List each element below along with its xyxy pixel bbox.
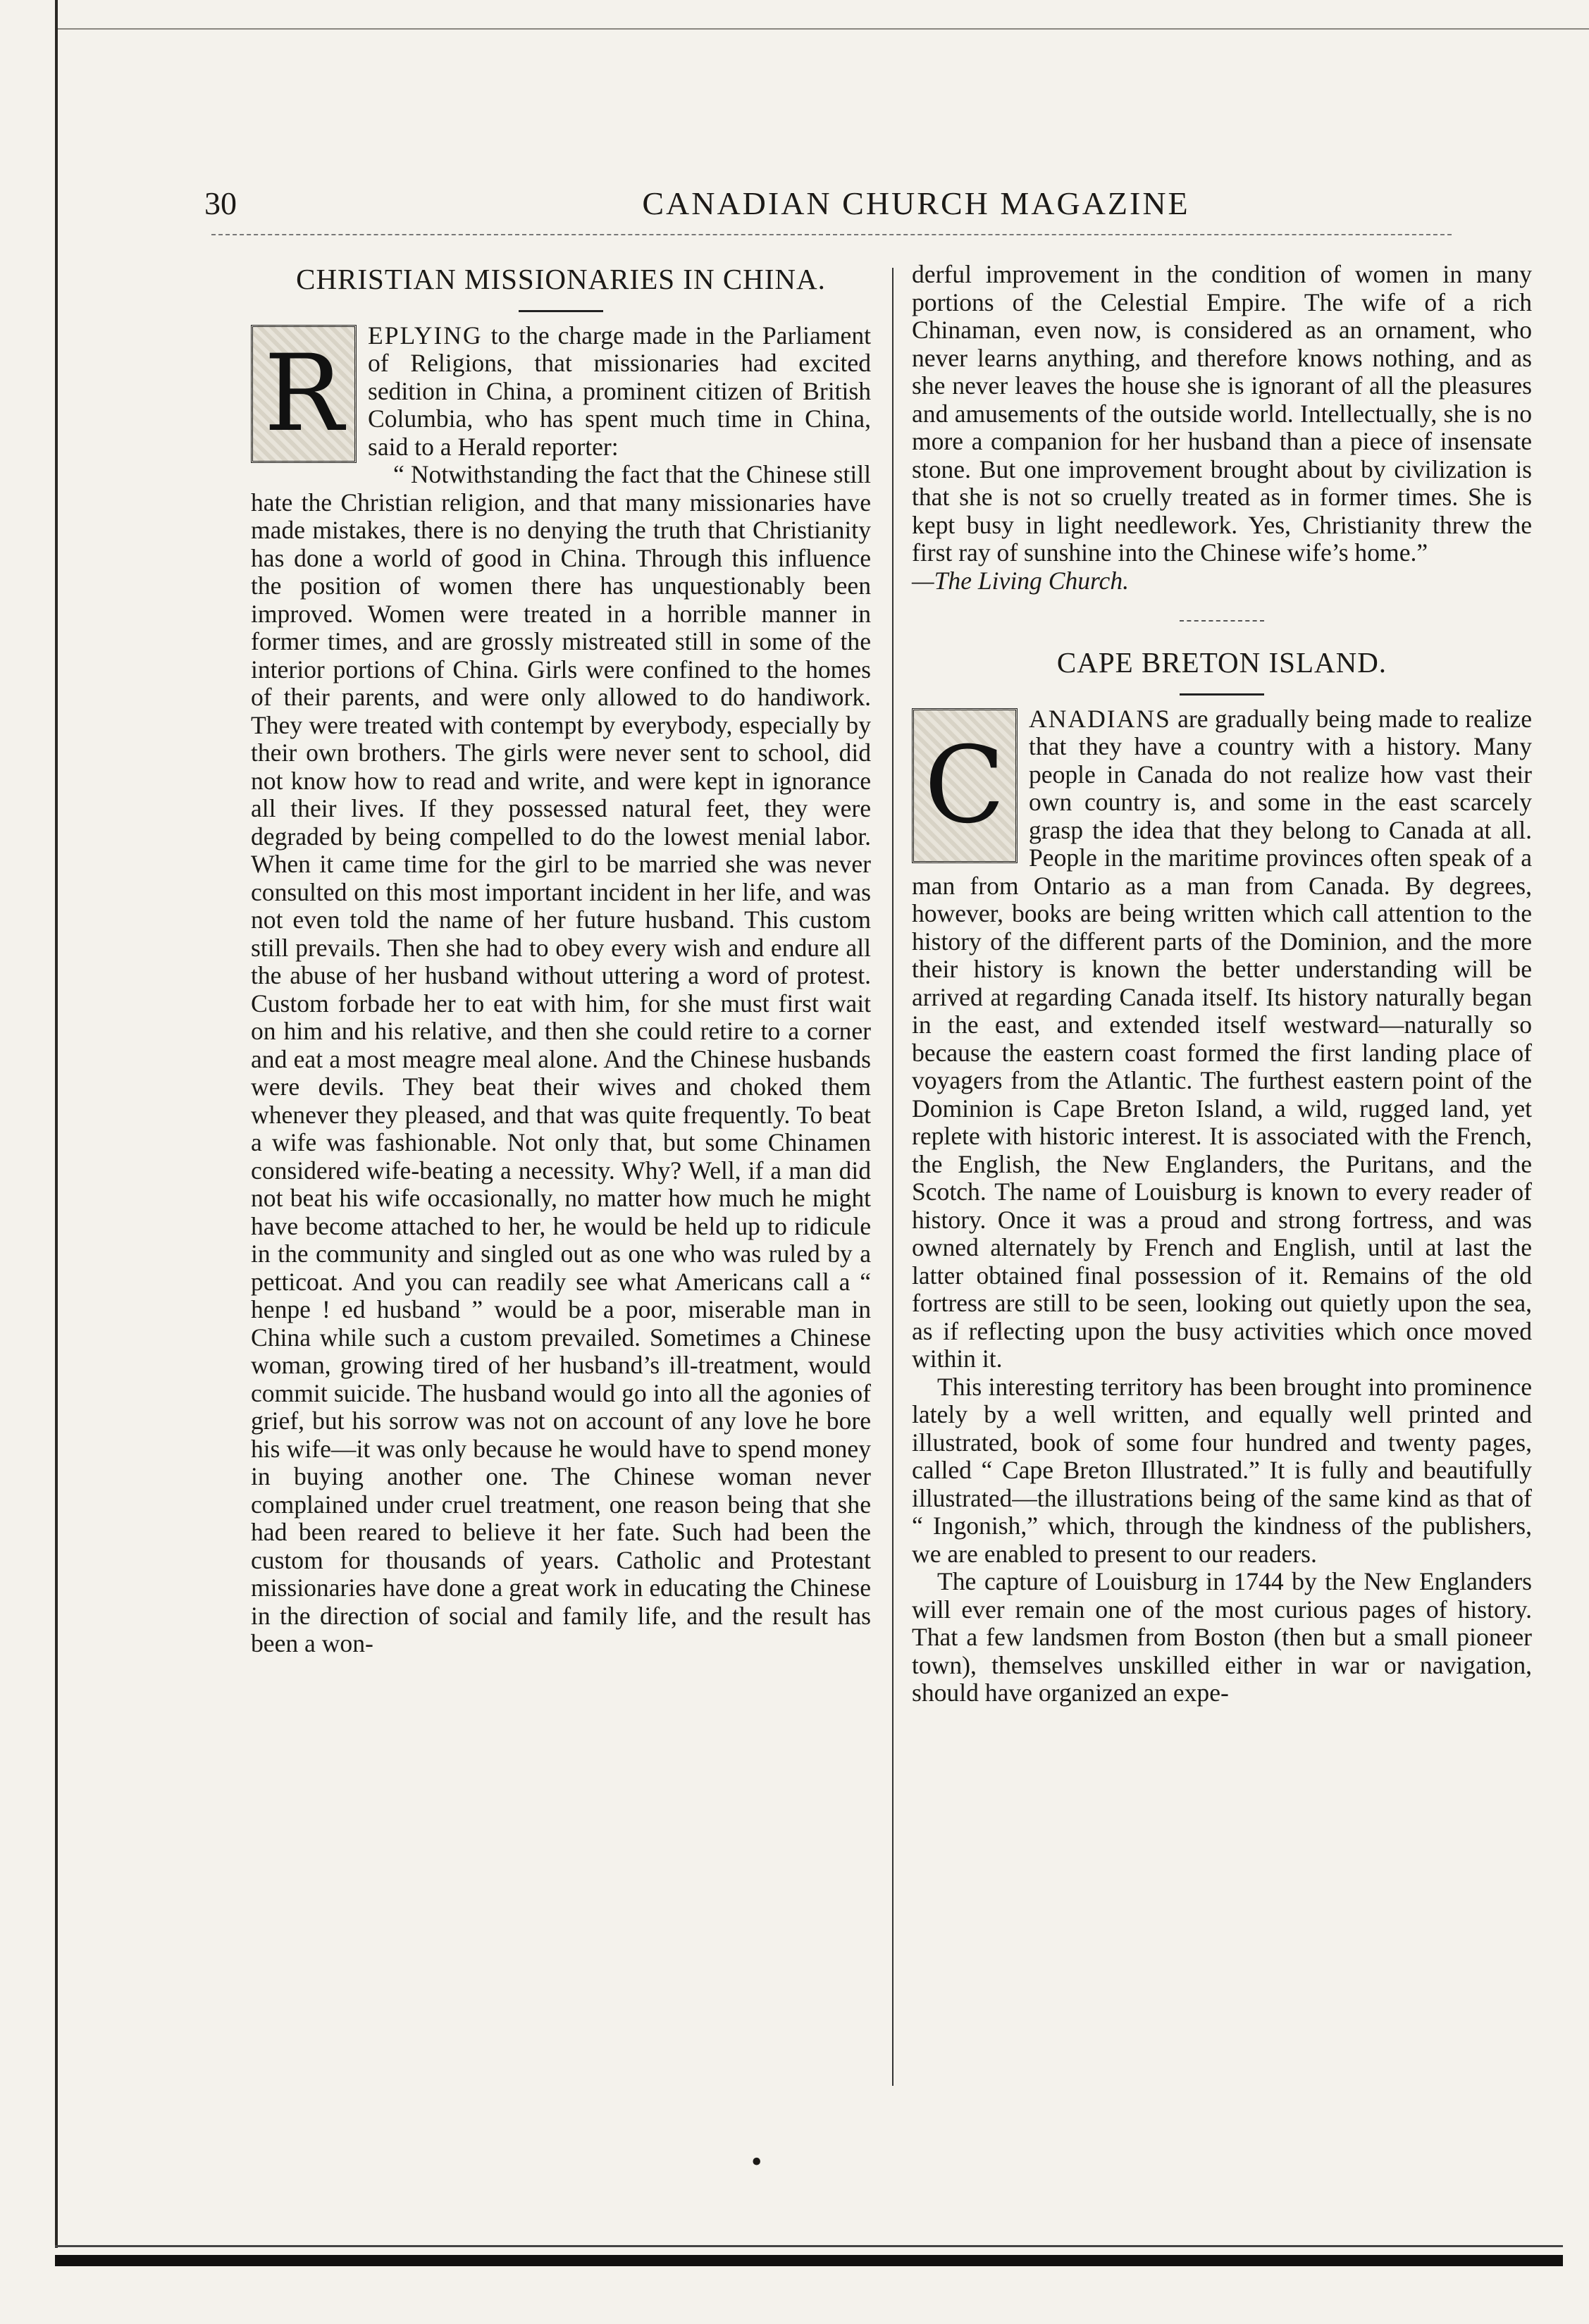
header-rule (211, 234, 1452, 235)
drop-cap-ornament (912, 708, 1018, 863)
drop-cap-letter: C (924, 724, 1006, 847)
title-rule (1180, 693, 1264, 696)
footer-rule (55, 2255, 1563, 2266)
footer-mark: • (751, 2144, 762, 2179)
article-title-cape-breton: CAPE BRETON ISLAND. (1056, 646, 1387, 679)
article-body-paragraph: “ Notwithstanding the fact that the Chinese still hate the Christian religion, and that many missionaries have made mistakes, there is no denying the truth that Christianity has done a world of good in China. Through this influence the position of women there has unquestionably been improved. Women were treated in a horrible manner in former times, and are grossly mistreated still in some of the interior portions of China. Girls were confined to the homes of their parents, and were only allowed to do handiwork. They were treated with contempt by everybody, especially by their own brothers. The girls were never sent to school, did not know how to read and write, and were kept in ignorance all their lives. If they possessed natural feet, they were degraded by being compelled to do the lowest menial labor. When it came time for the girl to be married she was never consulted on this most important incident in her life, and was not even told the name of her future husband. This custom still prevails. Then she had to obey every wish and endure all the abuse of her husband without uttering a word of protest. Custom forbade her to eat with him, for she must first wait on him and his relative, and then she could retire to a corner and eat a most meagre meal alone. And the Chinese husbands were devils. They beat their wives and choked them whenever they pleased, and that was quite frequently. To beat a wife was fashionable. Not only that, but some Chinamen considered wife-beating a necessity. Why? Well, if a man did not beat his wife occasionally, no matter how much he might have become attached to her, he would be held up to ridicule in the community and singled out as one who was ruled by a petticoat. And you can readily see what Americans call a “ henpe ! ed husband ” would be a poor, miserable man in China while such a custom prevailed. Sometimes a Chinese woman, growing tired of her husband’s ill-treatment, would commit suicide. The husband would go into all the agonies of grief, but his sorrow was not on account of any love he bore his wife—it was only because he would have to spend money in buying another one. The Chinese woman never complained under cruel treatment, one reason being that she had been reared to believe it her fate. Such had been the custom for thousands of years. Catholic and Protestant missionaries have done a great work in educating the Chinese in the direction of social and family life, and the result has been a won- (251, 460, 871, 1657)
intro-text: to the charge made in the Parliament of Religions, that missionaries had excited sedition in China, a prominent citizen of British Columbia, who has spent much time in China, said to a Herald reporter: (368, 321, 871, 461)
right-column (912, 261, 1532, 1707)
lead-caps: ANADIANS (1029, 704, 1171, 733)
column-divider (892, 268, 894, 2086)
article-continuation: derful improvement in the condition of women in many portions of the Celestial Empire. The wife of a rich Chinaman, even now, is considered as an ornament, who never learns anything, and therefore knows nothing, and as she never leaves the house she is ignorant of all the pleasures and amusements of the outside world. Intellectually, she is no more a companion for her husband than a piece of insensate stone. But one improvement brought about by civilization is that she is not so cruelly treated as in former times. She is kept busy in light needlework. Yes, Christianity threw the first ray of sunshine into the Chinese wife’s home.” (912, 260, 1532, 567)
article-paragraph: The capture of Louisburg in 1744 by the New Englanders will ever remain one of the most curious pages of history. That a few landsmen from Boston (then but a small pioneer town), themselves unskilled either in war or navigation, should have organized an expe- (912, 1567, 1532, 1707)
left-column (251, 261, 871, 1658)
page-number: 30 (204, 185, 237, 221)
intro-text: are gradually being made to realize that they have a country with a history. Many people in Canada do not realize how vast their own country is, and some in the east scarcely grasp the idea that they belong to Canada at all. People in the maritime provinces often speak of a man from Ontario as a man from Canada. By degrees, however, books are being written which call attention to the history of the different parts of the Dominion, and the more their history is known the better understanding will be arrived at regarding Canada itself. Its history naturally began in the east, and extended itself westward—naturally so because the eastern coast formed the first landing place of voyagers from the Atlantic. The furthest eastern point of the Dominion is Cape Breton Island, a wild, rugged land, yet replete with historic interest. It is associated with the French, the English, the New Englanders, the Puritans, and the Scotch. The name of Louisburg is known to every reader of history. Once it was a proud and strong fortress, and was owned alternately by French and English, until at last the latter obtained final possession of it. Remains of the old fortress are still to be seen, looking out quietly upon the sea, as if reflecting upon the busy activities which once moved within it. (912, 704, 1532, 1373)
lead-caps: EPLYING (368, 321, 483, 350)
article-paragraph: This interesting territory has been brought into prominence lately by a well written, and equally well printed and illustrated, book of some four hundred and twenty pages, called “ Cape Breton Illustrated.” It is fully and beautifully illustrated—the illustrations being of the same kind as that of “ Ingonish,” which, through the kindness of the publishers, we are enabled to present to our readers. (912, 1372, 1532, 1568)
drop-cap-letter: R (264, 332, 344, 455)
drop-cap-ornament (251, 325, 357, 463)
article-separator (1180, 620, 1264, 622)
page-edge-left (55, 0, 58, 2248)
article-intro (251, 322, 871, 462)
page-header (204, 185, 1529, 234)
footer-rule-thin (55, 2245, 1563, 2247)
article-title-missionaries: CHRISTIAN MISSIONARIES IN CHINA. (296, 263, 826, 295)
article-attribution: —The Living Church. (912, 566, 1130, 595)
page-edge-top (55, 28, 1589, 30)
title-rule (519, 310, 603, 312)
running-title: CANADIAN CHURCH MAGAZINE (642, 185, 1190, 221)
article-intro (912, 705, 1532, 1373)
